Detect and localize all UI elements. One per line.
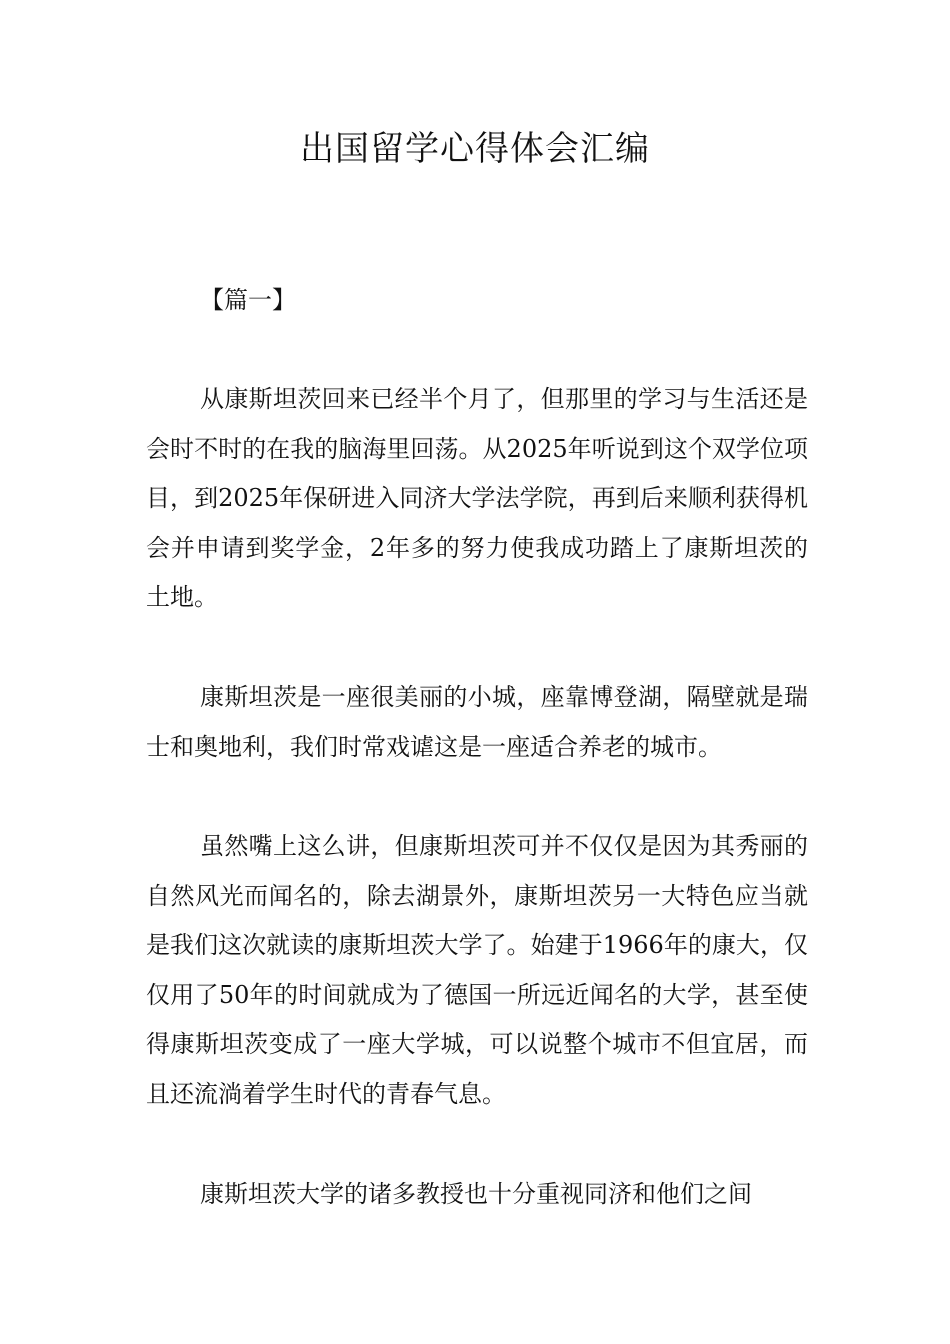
paragraph-3: 虽然嘴上这么讲，但康斯坦茨可并不仅仅是因为其秀丽的自然风光而闻名的，除去湖景外，康斯坦茨另一大特色应当就是我们这次就读的康斯坦茨大学了。始建于1966年的康大，仅仅用了50年的时间就成为了德国一所远近闻名的大学，甚至使得康斯坦茨变成了一座大学城，可以说整个城市不但宜居，而且还流淌着学生时代的青春气息。 (146, 832, 808, 1108)
paragraph-2: 康斯坦茨是一座很美丽的小城，座靠博登湖，隔壁就是瑞士和奥地利，我们时常戏谑这是一座适合养老的城市。 (146, 683, 808, 761)
paragraph-1: 从康斯坦茨回来已经半个月了，但那里的学习与生活还是会时不时的在我的脑海里回荡。从2025年听说到这个双学位项目，到2025年保研进入同济大学法学院，再到后来顺利获得机会并申请到奖学金，2年多的努力使我成功踏上了康斯坦茨的土地。 (146, 385, 808, 611)
paragraph-4: 康斯坦茨大学的诸多教授也十分重视同济和他们之间 (200, 1180, 752, 1208)
section-label: 【篇一】 (200, 286, 296, 314)
document-title: 出国留学心得体会汇编 (300, 129, 650, 169)
